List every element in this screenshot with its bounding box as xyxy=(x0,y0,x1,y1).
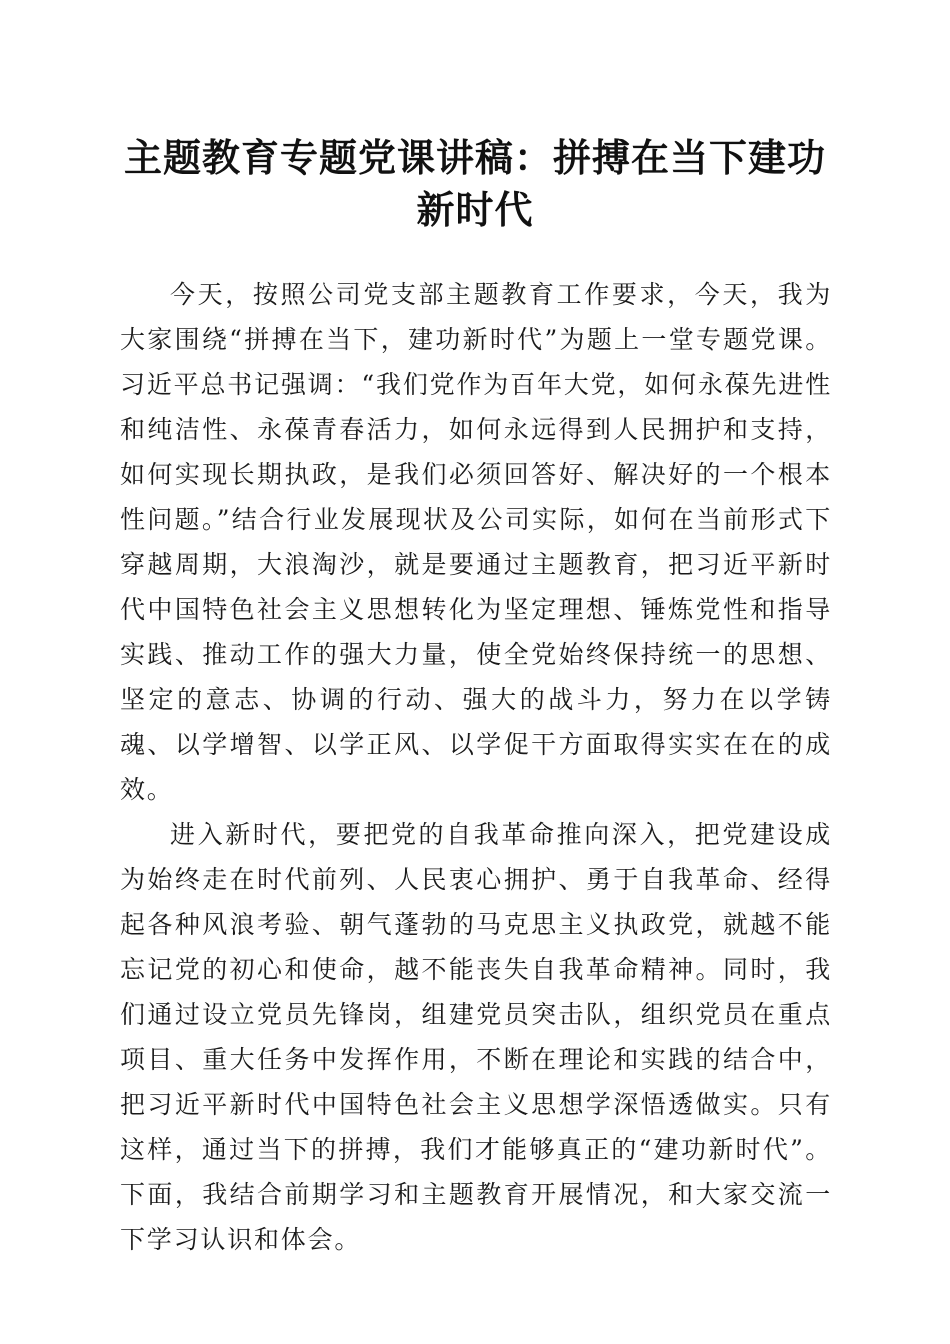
document-body xyxy=(120,272,832,1262)
paragraph-1: 今天，按照公司党支部主题教育工作要求，今天，我为大家围绕“拼搏在当下，建功新时代”为题上一堂专题党课。习近平总书记强调：“我们党作为百年大党，如何永葆先进性和纯洁性、永葆青春活力，如何永远得到人民拥护和支持，如何实现长期执政，是我们必须回答好、解决好的一个根本性问题。”结合行业发展现状及公司实际，如何在当前形式下穿越周期，大浪淘沙，就是要通过主题教育，把习近平新时代中国特色社会主义思想转化为坚定理想、锤炼党性和指导实践、推动工作的强大力量，使全党始终保持统一的思想、坚定的意志、协调的行动、强大的战斗力，努力在以学铸魂、以学增智、以学正风、以学促干方面取得实实在在的成效。 xyxy=(120,280,832,804)
paragraph-2: 进入新时代，要把党的自我革命推向深入，把党建设成为始终走在时代前列、人民衷心拥护、勇于自我革命、经得起各种风浪考验、朝气蓬勃的马克思主义执政党，就越不能忘记党的初心和使命，越不能丧失自我革命精神。同时，我们通过设立党员先锋岗，组建党员突击队，组织党员在重点项目、重大任务中发挥作用，不断在理论和实践的结合中，把习近平新时代中国特色社会主义思想学深悟透做实。只有这样，通过当下的拼搏，我们才能够真正的“建功新时代”。下面，我结合前期学习和主题教育开展情况，和大家交流一下学习认识和体会。 xyxy=(120,820,832,1254)
document-title: 主题教育专题党课讲稿：拼搏在当下建功新时代 xyxy=(123,135,826,232)
